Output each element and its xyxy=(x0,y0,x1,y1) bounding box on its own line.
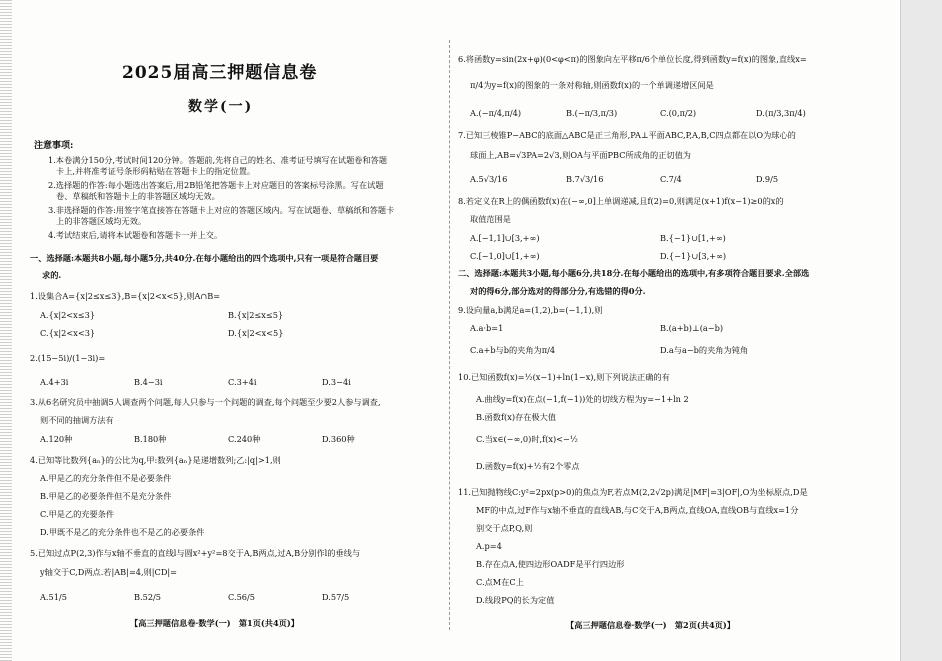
option: C.点M在C上 xyxy=(476,577,524,587)
question-3: 3.从6名研究员中抽调5人调查两个问题,每人只参与一个问题的调查,每个问题至少要2人参与调查, xyxy=(30,397,381,407)
option: A.曲线y=f(x)在点(−1,f(−1))处的切线方程为y=−1+ln 2 xyxy=(476,394,689,404)
option: D.360种 xyxy=(322,434,355,444)
question-3-cont: 则不同的抽调方法有 xyxy=(40,415,114,425)
option: C.a+b与b的夹角为π/4 xyxy=(470,345,556,355)
option: B.7√3/16 xyxy=(566,174,604,184)
question-9: 9.设向量a,b满足a=(1,2),b=(−1,1),则 xyxy=(458,305,603,315)
column-divider xyxy=(449,40,450,630)
page-title: 2025届高三押题信息卷 xyxy=(122,63,318,83)
note-line: 卡上,并将准考证号条形码粘贴在答题卡上的指定位置。 xyxy=(56,166,256,176)
option: D.{x|2<x<5} xyxy=(228,328,284,338)
option: C.{x|2<x<3} xyxy=(40,328,96,338)
section-heading: 一、选择题:本题共8小题,每小题5分,共40分.在每小题给出的四个选项中,只有一项是符合题目要 xyxy=(30,253,379,263)
option: D.线段PQ的长为定值 xyxy=(476,595,555,605)
option: A.{x|2<x≤3} xyxy=(40,310,96,320)
option: D.{−1}∪[3,+∞) xyxy=(660,251,727,261)
option: A.a·b=1 xyxy=(470,323,504,333)
option: A.4+3i xyxy=(40,377,69,387)
option: D.甲既不是乙的充分条件也不是乙的必要条件 xyxy=(40,527,205,537)
option: B.{x|2≤x≤5} xyxy=(228,310,284,320)
option: B.(−π/3,π/3) xyxy=(566,108,618,118)
option: D.函数y=f(x)+½有2个零点 xyxy=(476,461,580,471)
option: A.[−1,1]∪[3,+∞) xyxy=(470,233,540,243)
option: A.51/5 xyxy=(40,592,67,602)
option: B.180种 xyxy=(134,434,167,444)
question-5: 5.已知过点P(2,3)作与x轴不垂直的直线l与圆x²+y²=8交于A,B两点,过A,B分别作l的垂线与 xyxy=(30,548,361,558)
option: D.(π/3,3π/4) xyxy=(756,108,806,118)
option: D.57/5 xyxy=(322,592,350,602)
question-1: 1.设集合A={x|2≤x≤3},B={x|2<x<5},则A∩B= xyxy=(30,291,221,301)
option: C.7/4 xyxy=(660,174,682,184)
notes-heading: 注意事项: xyxy=(34,141,74,151)
question-11-cont: 别交于点P,Q,则 xyxy=(476,523,533,533)
note-line: 1.本卷满分150分,考试时间120分钟。答题前,先将自己的姓名、准考证号填写在试题卷和答题 xyxy=(48,155,388,165)
question-7-cont: 球面上,AB=√3PA=2√3,则OA与平面PBC所成角的正切值为 xyxy=(470,150,691,160)
option: C.(0,π/2) xyxy=(660,108,697,118)
question-5-cont: y轴交于C,D两点.若|AB|=4,则|CD|= xyxy=(40,567,178,577)
option: C.3+4i xyxy=(228,377,257,387)
option: A.5√3/16 xyxy=(470,174,508,184)
option: C.56/5 xyxy=(228,592,255,602)
section-heading-cont: 对的得6分,部分选对的得部分分,有选错的得0分. xyxy=(470,286,646,296)
option: B.函数f(x)存在极大值 xyxy=(476,412,556,422)
option: B.52/5 xyxy=(134,592,162,602)
question-11-cont: MF的中点,过F作与x轴不垂直的直线AB,与C交于A,B两点,直线OA,直线OB与直线x=1分 xyxy=(476,505,799,515)
viewer-side-panel[interactable] xyxy=(900,0,942,661)
option: A.p=4 xyxy=(476,541,502,551)
option: B.4−3i xyxy=(134,377,163,387)
question-11: 11.已知抛物线C:y²=2px(p>0)的焦点为F,若点M(2,2√2p)满足|MF|=3|OF|,O为坐标原点,D是 xyxy=(458,487,808,497)
option: C.[−1,0]∪[1,+∞) xyxy=(470,251,540,261)
section-heading-cont: 求的. xyxy=(42,270,62,280)
note-line: 卷、草稿纸和答题卡上的非答题区域均无效。 xyxy=(56,191,220,201)
note-line: 3.非选择题的作答:用签字笔直接答在答题卡上对应的答题区域内。写在试题卷、草稿纸和答题卡 xyxy=(48,205,395,215)
question-7: 7.已知三棱锥P−ABC的底面△ABC是正三角形,PA⊥平面ABC,P,A,B,C四点都在以O为球心的 xyxy=(458,130,796,140)
question-4: 4.已知等比数列{aₙ}的公比为q,甲:数列{aₙ}是递增数列;乙:|q|>1,则 xyxy=(30,455,281,465)
subject-title: 数学(一) xyxy=(188,99,254,115)
option: D.3−4i xyxy=(322,377,351,387)
question-8-cont: 取值范围是 xyxy=(470,214,511,224)
binding-edge xyxy=(0,0,12,661)
option: B.存在点A,使四边形OADF是平行四边形 xyxy=(476,559,625,569)
section-heading: 二、选择题:本题共3小题,每小题6分,共18分.在每小题给出的选项中,有多项符合题目要求.全部选 xyxy=(458,268,810,278)
option: C.240种 xyxy=(228,434,261,444)
page-footer: 【高三押题信息卷·数学(一) 第2页(共4页)】 xyxy=(566,620,735,630)
question-10: 10.已知函数f(x)=½(x−1)+ln(1−x),则下列说法正确的有 xyxy=(458,372,670,382)
option: A.甲是乙的充分条件但不是必要条件 xyxy=(40,473,172,483)
question-6: 6.将函数y=sin(2x+φ)(0<φ<π)的图象向左平移π/6个单位长度,得到函数y=f(x)的图象,直线x= xyxy=(458,54,807,64)
note-line: 4.考试结束后,请将本试题卷和答题卡一并上交。 xyxy=(48,230,223,240)
question-2: 2.(15−5i)/(1−3i)= xyxy=(30,353,106,363)
option: C.甲是乙的充要条件 xyxy=(40,509,115,519)
option: D.9/5 xyxy=(756,174,779,184)
option: A.(−π/4,π/4) xyxy=(470,108,522,118)
page-footer: 【高三押题信息卷·数学(一) 第1页(共4页)】 xyxy=(130,618,299,628)
option: B.(a+b)⊥(a−b) xyxy=(660,323,724,333)
option: B.甲是乙的必要条件但不是充分条件 xyxy=(40,491,172,501)
option: D.a与a−b的夹角为钝角 xyxy=(660,345,749,355)
option: B.{−1}∪[1,+∞) xyxy=(660,233,726,243)
question-8: 8.若定义在R上的偶函数f(x)在(−∞,0]上单调递减,且f(2)=0,则满足(x+1)f(x−1)≥0的x的 xyxy=(458,196,784,206)
note-line: 上的非答题区域均无效。 xyxy=(56,216,147,226)
note-line: 2.选择题的作答:每小题选出答案后,用2B铅笔把答题卡上对应题目的答案标号涂黑。写在试题 xyxy=(48,180,384,190)
option: C.当x∈(−∞,0)时,f(x)<−½ xyxy=(476,434,578,444)
question-6-cont: π/4为y=f(x)的图象的一条对称轴,则函数f(x)的一个单调递增区间是 xyxy=(470,80,714,90)
option: A.120种 xyxy=(40,434,73,444)
